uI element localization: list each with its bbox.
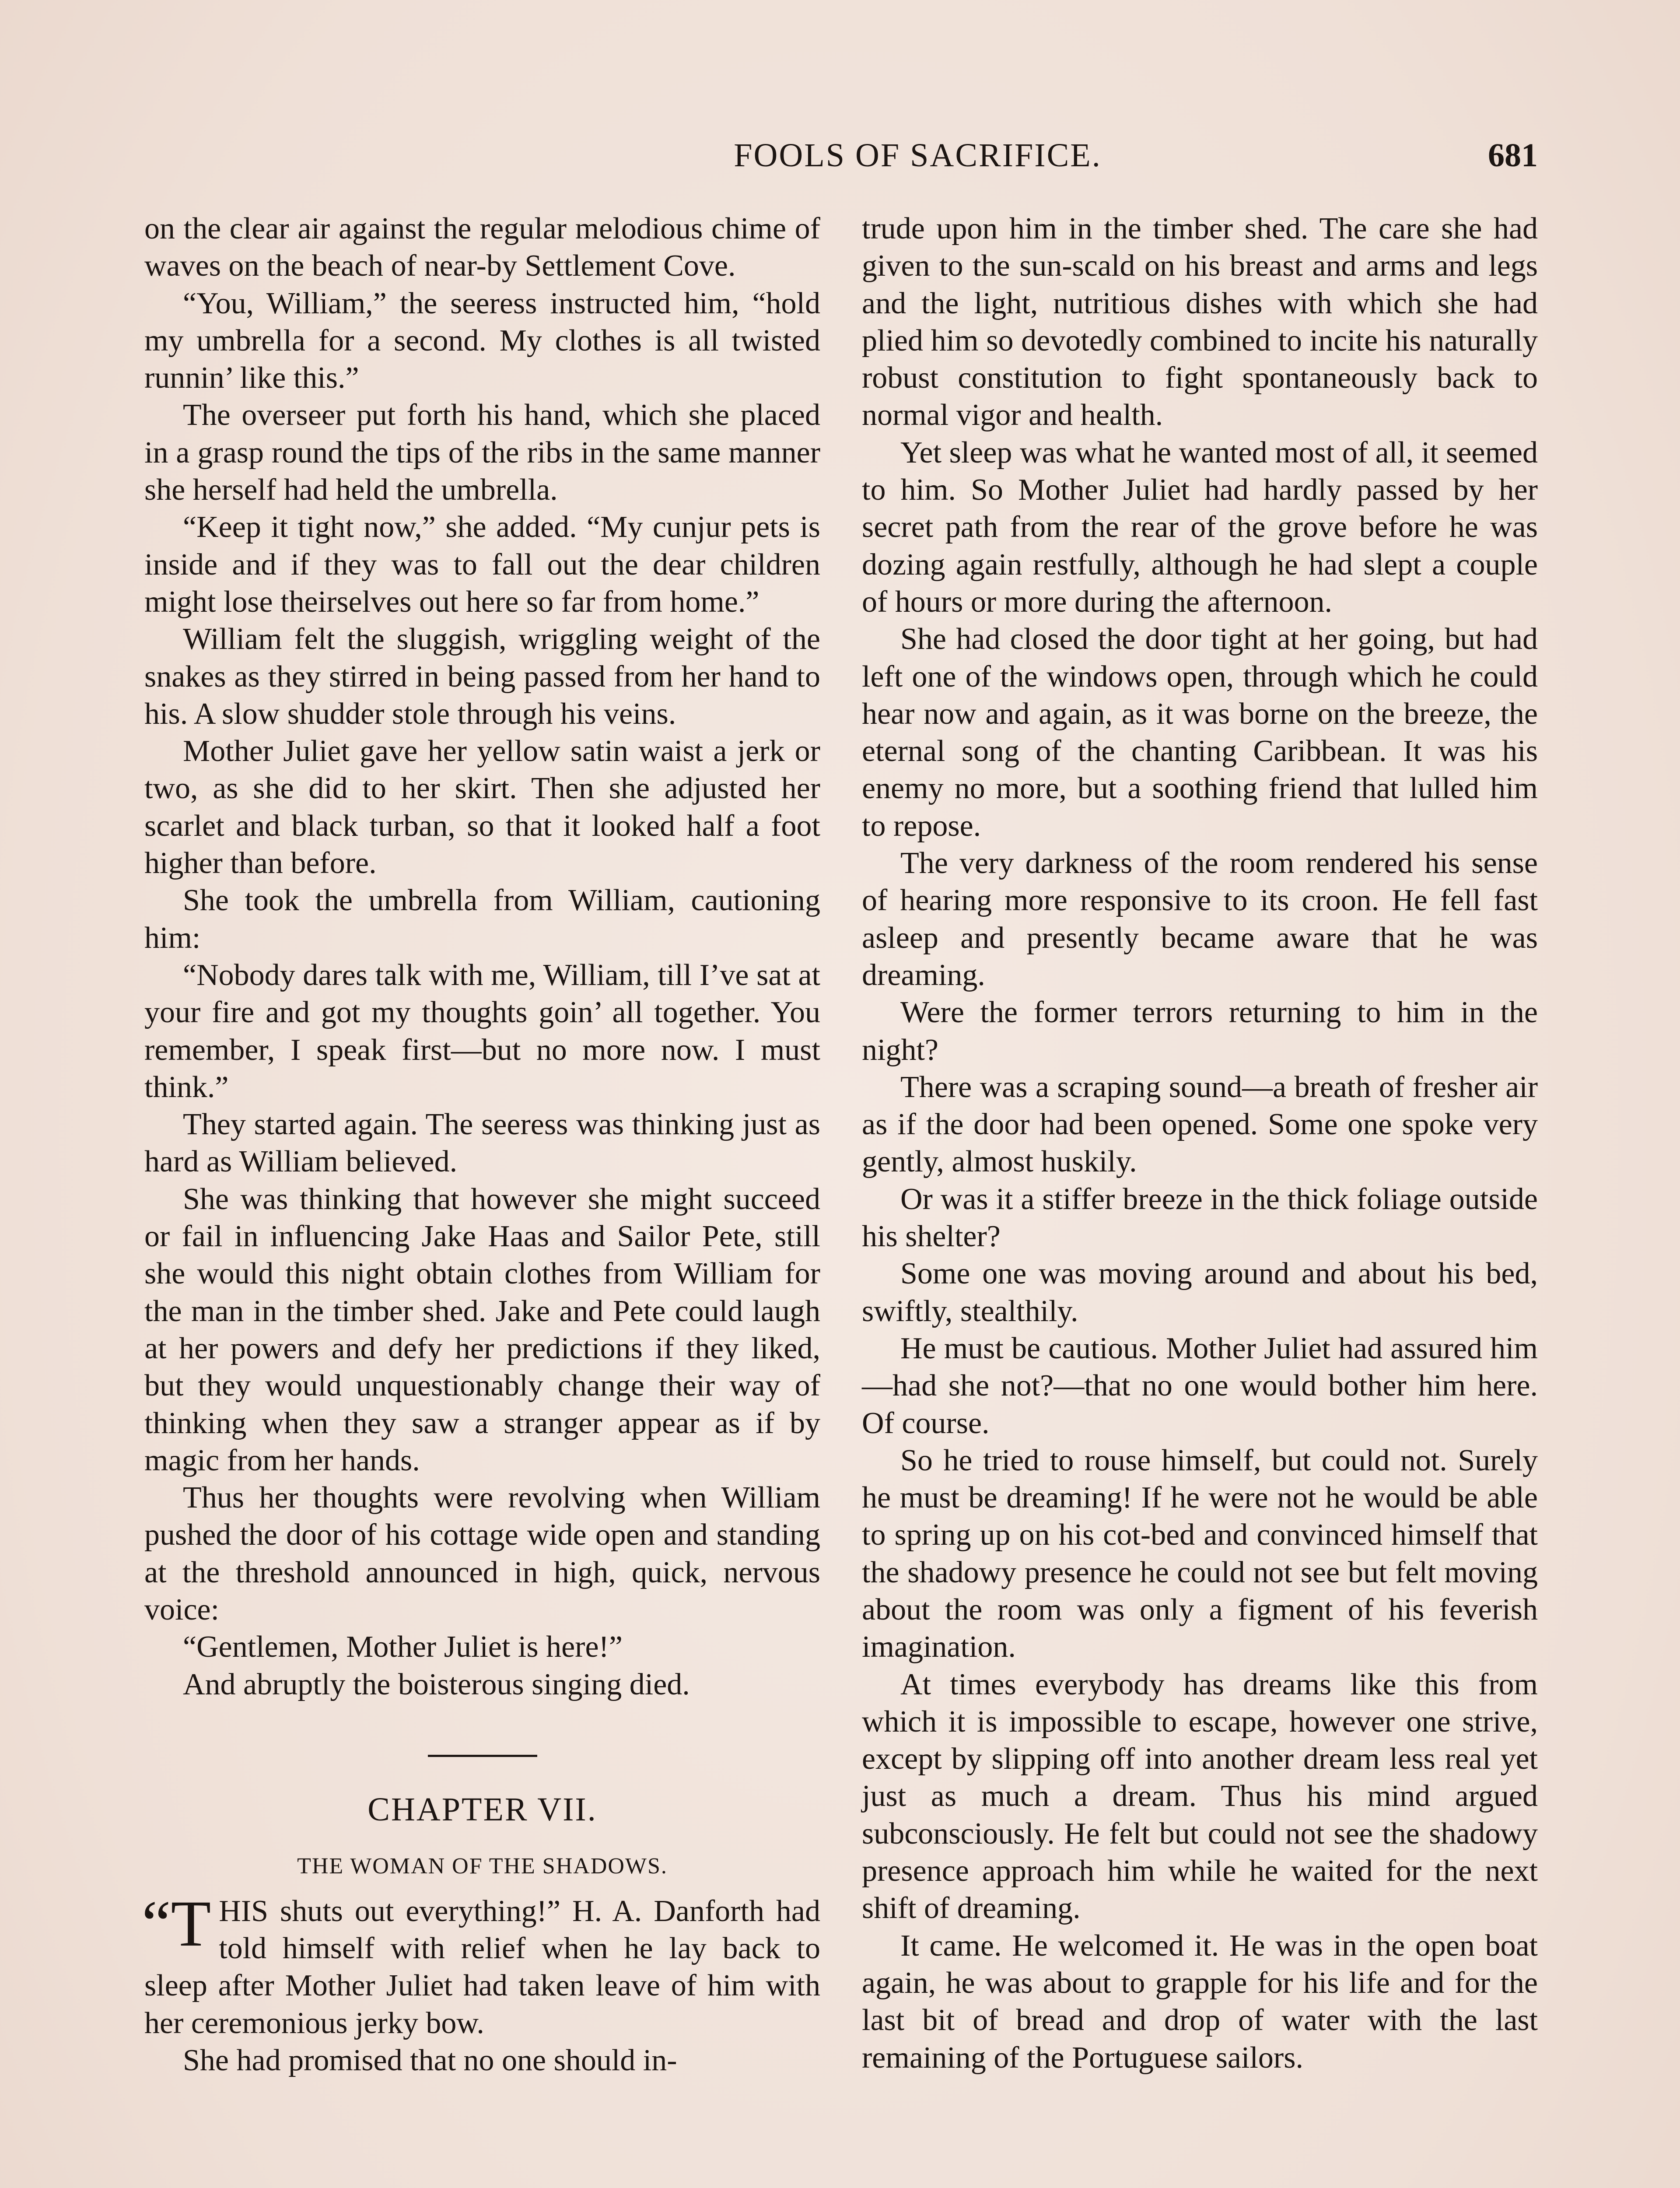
paragraph: Some one was moving around and about his bed, swiftly, stealthily. [862,1257,1538,1328]
paragraph: “You, William,” the seeress instructed him, “hold my umbrella for a second. My clothes is all twisted runnin’ like this.” [144,286,820,395]
paragraph: It came. He welcomed it. He was in the open boat again, he was about to grapple for his life and for the last bit of bread and drop of water with the last remaining of the Portuguese sailors. [862,1929,1538,2075]
paragraph: trude upon him in the timber shed. The care she had given to the sun-scald on his breast and arms and legs and the light, nutritious dishes with which she had plied him so devotedly combined to incite his naturally robust constitution to fight spontaneously back to normal vigor and health. [862,212,1538,432]
chapter-subtitle: THE WOMAN OF THE SHADOWS. [297,1853,668,1879]
paragraph: William felt the sluggish, wriggling weight of the snakes as they stirred in being passed from her hand to his. A slow shudder stole through his veins. [144,622,820,731]
paragraph: Or was it a stiffer breeze in the thick foliage outside his shelter? [862,1182,1538,1254]
paragraph: She took the umbrella from William, cautioning him: [144,884,820,955]
paragraph: And abruptly the boisterous singing died. [183,1667,690,1701]
section-divider [428,1755,537,1757]
paragraph: Thus her thoughts were revolving when William pushed the door of his cottage wide open and standing at the threshold announced in high, quick, nervous voice: [144,1481,820,1627]
right-column [862,210,1538,2076]
running-title: FOOLS OF SACRIFICE. [734,137,1102,174]
paragraph: on the clear air against the regular melodious chime of waves on the beach of near-by Settlement Cove. [144,212,820,283]
paragraph: She had closed the door tight at her going, but had left one of the windows open, through which he could hear now and again, as it was borne on the breeze, the eternal song of the chanting Caribbean. It was his enemy no more, but a soothing friend that lulled him to repose. [862,622,1538,843]
drop-cap: “T [142,1887,211,1960]
running-header [144,131,1538,179]
chapter-opening-text: HIS shuts out everything!” H. A. Danforth had told himself with relief when he lay back to sleep after Mother Juliet had taken leave of him with her ceremonious jerky bow. [144,1894,820,2040]
paragraph: The very darkness of the room rendered his sense of hearing more responsive to its croon. He fell fast asleep and presently became aware that he was dreaming. [862,846,1538,992]
paragraph: “Keep it tight now,” she added. “My cunjur pets is inside and if they was to fall out the dear children might lose theirselves out here so far from home.” [144,510,820,619]
paragraph: “Nobody dares talk with me, William, till I’ve sat at your fire and got my thoughts goin’ all together. You remember, I speak first—but no more now. I must think.” [144,958,820,1104]
paragraph: At times everybody has dreams like this from which it is impossible to escape, however one strive, except by slipping off into another dream less real yet just as much a dream. Thus his mind argued subconsciously. He felt but could not see the shadowy presence approach him while he waited for the next shift of dreaming. [862,1667,1538,1925]
paragraph: She had promised that no one should in- [183,2044,677,2078]
paragraph: She was thinking that however she might succeed or fail in influencing Jake Haas and Sailor Pete, still she would this night obtain clothes from William for the man in the timber shed. Jake and Pete could laugh at her powers and defy her predictions if they liked, but they would unquestionably change their way of thinking when they saw a stranger appear as if by magic from her hands. [144,1182,820,1477]
paragraph: He must be cautious. Mother Juliet had assured him—had she not?—that no one would bother him here. Of course. [862,1331,1538,1440]
chapter-opening-paragraph [142,1887,820,2042]
chapter-title: CHAPTER VII. [368,1791,597,1828]
paragraph: Yet sleep was what he wanted most of all, it seemed to him. So Mother Juliet had hardly passed by her secret path from the rear of the grove before he was dozing again restfully, although he had slept a couple of hours or more during the afternoon. [862,435,1538,619]
paragraph: The overseer put forth his hand, which she placed in a grasp round the tips of the ribs in the same manner she herself had held the umbrella. [144,398,820,507]
paragraph: There was a scraping sound—a breath of fresher air as if the door had been opened. Some one spoke very gently, almost huskily. [862,1070,1538,1179]
page-number: 681 [1488,137,1538,174]
paragraph: So he tried to rouse himself, but could not. Surely he must be dreaming! If he were not he would be able to spring up on his cot-bed and convinced himself that the shadowy presence he could not see but felt moving about the room was only a figment of his feverish imagination. [862,1443,1538,1664]
paragraph: Mother Juliet gave her yellow satin waist a jerk or two, as she did to her skirt. Then she adjusted her scarlet and black turban, so that it looked half a foot higher than before. [144,734,820,880]
paragraph: They started again. The seeress was thinking just as hard as William believed. [144,1108,820,1179]
paragraph: “Gentlemen, Mother Juliet is here!” [183,1630,623,1664]
paragraph: Were the former terrors returning to him in the night? [862,996,1538,1067]
left-column [144,210,820,2079]
